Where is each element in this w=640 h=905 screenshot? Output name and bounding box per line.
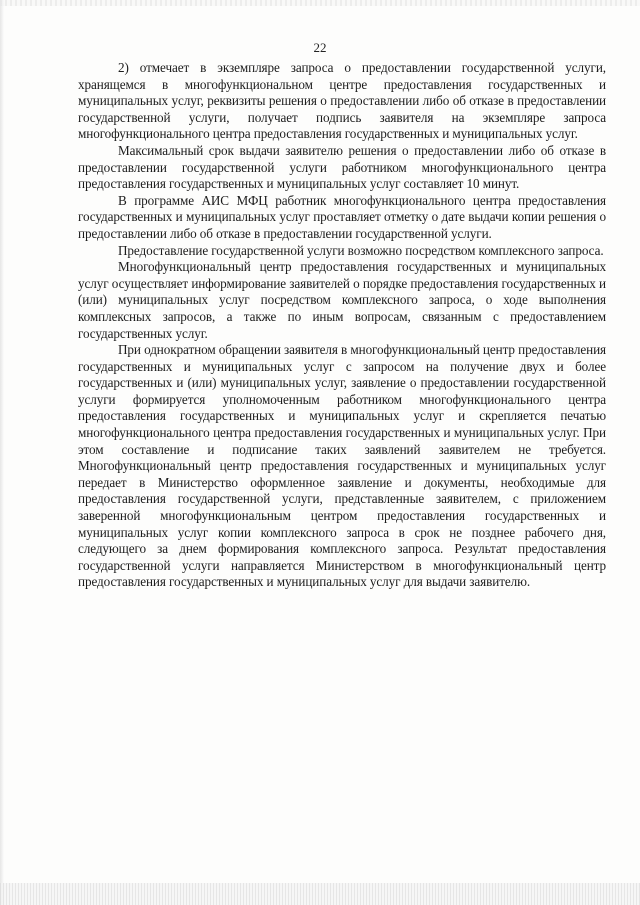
paragraph-5: Многофункциональный центр предоставления государственных и муниципальных услуг осуществляет информирование заявителей о порядке предоставления государственных и (или) муниципальных услуг посредством комплексного запроса, о ходе выполнения комплексных запросов, а также по иным вопросам, связанным с предоставлением государственных услуг. xyxy=(78,259,606,341)
paragraph-6: При однократном обращении заявителя в многофункциональный центр предоставления государственных и муниципальных услуг с запросом на получение двух и более государственных и (или) муниципальных услуг, заявление о предоставлении государственной услуги формируется уполномоченным работником многофункционального центра предоставления государственных и муниципальных услуг и скрепляется печатью многофункционального центра предоставления государственных и муниципальных услуг. При этом составление и подписание таких заявлений заявителем не требуется. Многофункциональный центр предоставления государственных и муниципальных услуг передает в Министерство оформленное заявление и документы, необходимые для предоставления государственной услуги, представленные заявителем, с приложением заверенной многофункциональным центром предоставления государственных и муниципальных услуг копии комплексного запроса в срок не позднее рабочего дня, следующего за днем формирования комплексного запроса. Результат предоставления государственной услуги направляется Министерством в многофункциональный центр предоставления государственных и муниципальных услуг для выдачи заявителю. xyxy=(78,342,606,590)
document-body xyxy=(78,60,606,591)
page-number: 22 xyxy=(313,40,327,55)
paragraph-1: 2) отмечает в экземпляре запроса о предоставлении государственной услуги, хранящемся в многофункциональном центре предоставления государственных и муниципальных услуг, реквизиты решения о предоставлении либо об отказе в предоставлении государственной услуги, получает подпись заявителя на экземпляре запроса многофункционального центра предоставления государственных и муниципальных услуг. xyxy=(78,60,606,142)
scan-edge-bottom xyxy=(0,883,640,905)
paragraph-4: Предоставление государственной услуги возможно посредством комплексного запроса. xyxy=(118,242,604,258)
paragraph-2: Максимальный срок выдачи заявителю решения о предоставлении либо об отказе в предоставлении государственной услуги работником многофункционального центра предоставления государственных и муниципальных услуг составляет 10 минут. xyxy=(78,142,606,192)
scan-edge-left xyxy=(0,0,4,905)
paragraph-3: В программе АИС МФЦ работник многофункционального центра предоставления государственных и муниципальных услуг проставляет отметку о дате выдачи копии решения о предоставлении либо об отказе в предоставлении государственной услуги. xyxy=(78,192,606,241)
scan-edge-top xyxy=(0,0,640,6)
